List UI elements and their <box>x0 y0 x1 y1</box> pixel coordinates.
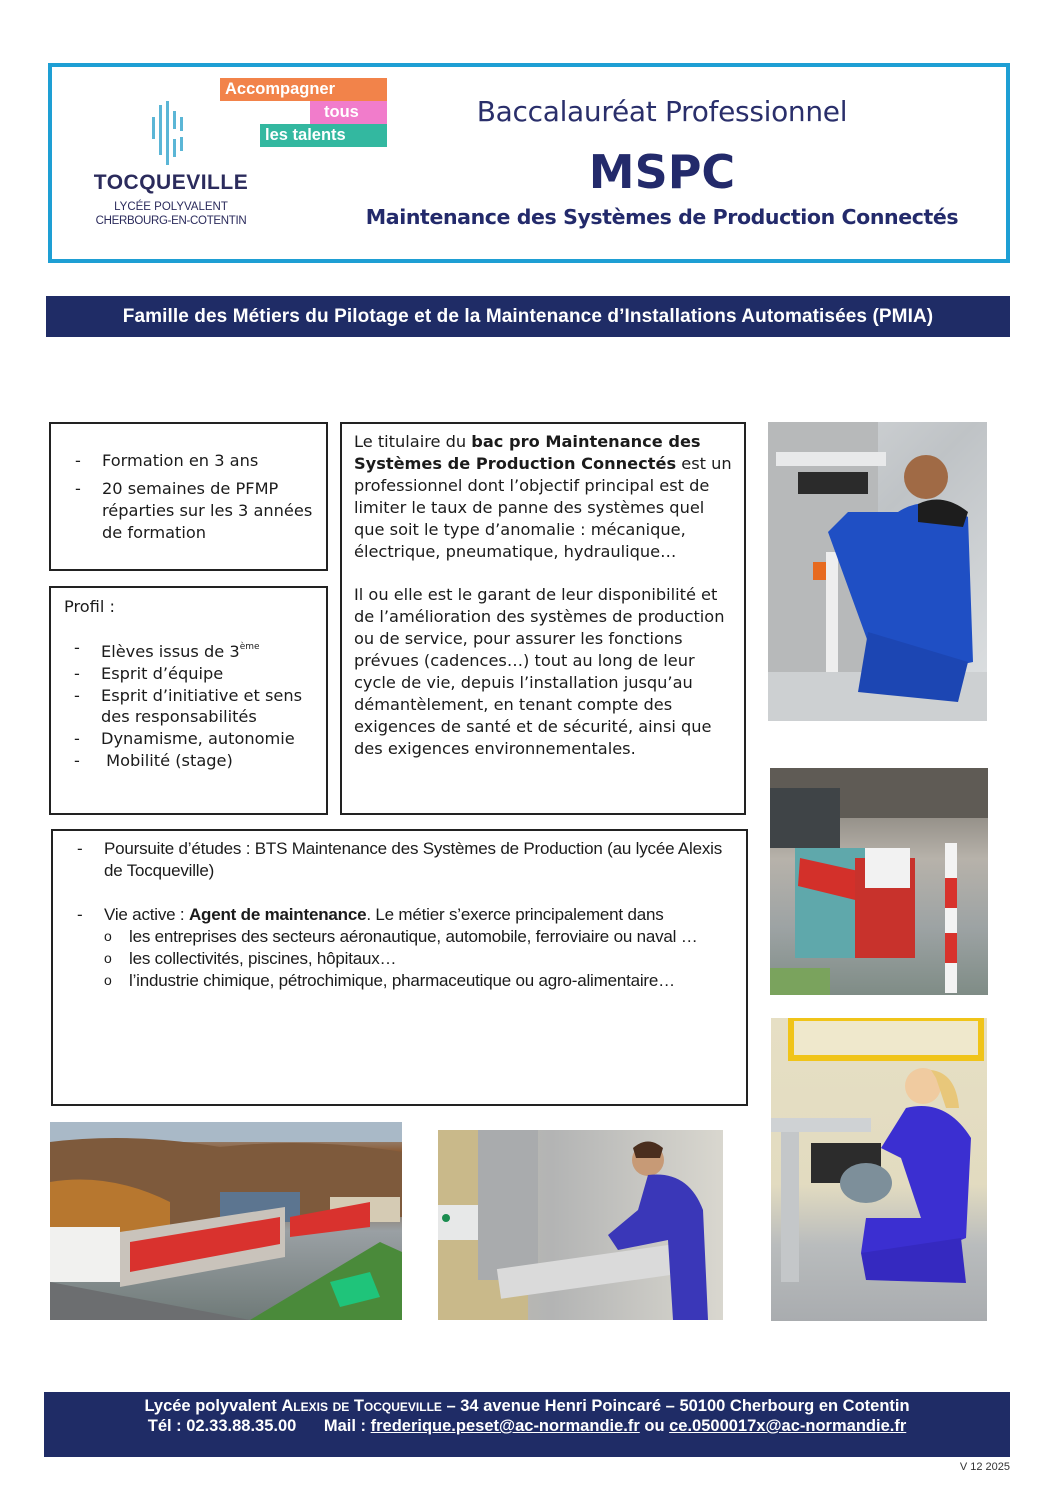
tocqueville-logo-icon <box>150 101 190 165</box>
logo-name: TOCQUEVILLE <box>93 171 249 194</box>
list-item: - Mobilité (stage) <box>50 750 325 772</box>
photo-campus-aerial <box>50 1122 402 1320</box>
list-item-text: Elèves issus de 3 <box>101 642 240 661</box>
photo-student-pneumatic-panel <box>768 422 987 721</box>
list-item: - Esprit d’initiative et sens des responsabilités <box>50 685 325 729</box>
profil-box <box>49 586 328 815</box>
version-label: V 12 2025 <box>959 1461 1010 1473</box>
poursuite-list <box>53 838 743 1013</box>
description-box <box>340 422 746 815</box>
text-span: est un professionnel dont l’objectif principal est de limiter le taux de panne des systèmes quel que soit le type d’anomalie : mécanique, électrique, pneumatique, hydraulique… <box>354 453 732 561</box>
footer-banner <box>44 1392 1010 1457</box>
bold-text: bac pro Maintenance des Systèmes de Production Connectés <box>354 432 701 473</box>
list-item: - Formation en 3 ans <box>51 450 326 472</box>
list-item: - Esprit d’équipe <box>50 663 325 685</box>
text-span: ou <box>639 1417 670 1435</box>
list-item-studies: - Poursuite d’études : BTS Maintenance des Systèmes de Production (au lycée Alexis de Tocqueville) <box>53 838 743 882</box>
address-text: – 34 avenue Henri Poincaré – 50100 Cherbourg en Cotentin <box>441 1397 910 1415</box>
text-span: . Le métier s’exerce principalement dans <box>366 905 664 924</box>
tagline-accompagner: Accompagner <box>220 78 387 101</box>
photo-workshop-machine <box>770 768 988 995</box>
formation-box <box>49 422 328 571</box>
list-item: o les collectivités, piscines, hôpitaux… <box>104 948 743 970</box>
email-link-1[interactable]: frederique.peset@ac-normandie.fr <box>370 1417 640 1435</box>
diploma-acronym: MSPC <box>588 145 736 199</box>
diploma-subtitle: Maintenance des Systèmes de Production Connectés <box>365 205 959 229</box>
photo-illustration <box>770 768 988 995</box>
list-item-active-life <box>53 904 743 991</box>
footer-address-line <box>44 1396 1010 1417</box>
text-span: Le titulaire du <box>354 432 472 451</box>
text-span: Vie active : <box>104 905 189 924</box>
photo-illustration <box>768 422 987 721</box>
email-link-2[interactable]: ce.0500017x@ac-normandie.fr <box>669 1417 907 1435</box>
photo-student-conveyor <box>438 1130 723 1320</box>
description-text <box>354 431 736 781</box>
family-banner: Famille des Métiers du Pilotage et de la Maintenance d’Installations Automatisées (PMIA) <box>46 296 1010 337</box>
list-item <box>50 637 325 663</box>
poursuite-box <box>51 829 748 1106</box>
tagline-les-talents: les talents <box>260 124 387 147</box>
bold-text: Agent de maintenance <box>188 905 367 924</box>
list-item: - 20 semaines de PFMP réparties sur les 3 années de formation <box>51 478 326 544</box>
description-paragraph-1 <box>354 431 736 562</box>
photo-illustration <box>438 1130 723 1320</box>
text-span: Lycée polyvalent <box>144 1397 282 1415</box>
list-item: o les entreprises des secteurs aéronautique, automobile, ferroviaire ou naval … <box>104 926 743 948</box>
footer-contact-line <box>44 1416 1010 1437</box>
profil-heading: Profil : <box>64 597 115 616</box>
school-name: Alexis de Tocqueville <box>281 1397 442 1415</box>
diploma-title: Baccalauréat Professionnel <box>476 95 848 128</box>
phone-number: Tél : 02.33.88.35.00 <box>147 1417 297 1435</box>
tagline-tous: tous <box>310 101 387 124</box>
logo-subtitle-line2: CHERBOURG-EN-COTENTIN <box>95 215 247 227</box>
profil-list <box>50 637 325 772</box>
logo-subtitle-line1: LYCÉE POLYVALENT <box>114 201 228 213</box>
photo-illustration <box>50 1122 402 1320</box>
header-box <box>48 63 1010 263</box>
description-paragraph-2: Il ou elle est le garant de leur disponibilité et de l’amélioration des systèmes de production ou de service, pour assurer les fonctions prévues (cadences…) tout au long de leur cycle de vie, depuis l’installation jusqu’au démantèlement, en tenant compte des exigences de santé et de sécurité, ainsi que des exigences environnementales. <box>354 585 725 758</box>
photo-illustration <box>771 1018 987 1321</box>
photo-student-repairing-motor <box>771 1018 987 1321</box>
mail-label: Mail : <box>323 1417 371 1435</box>
list-item: - Dynamisme, autonomie <box>50 728 325 750</box>
superscript: ème <box>239 642 260 652</box>
sectors-list <box>104 926 743 991</box>
list-item: o l’industrie chimique, pétrochimique, pharmaceutique ou agro-alimentaire… <box>104 970 743 992</box>
formation-list <box>51 450 326 550</box>
